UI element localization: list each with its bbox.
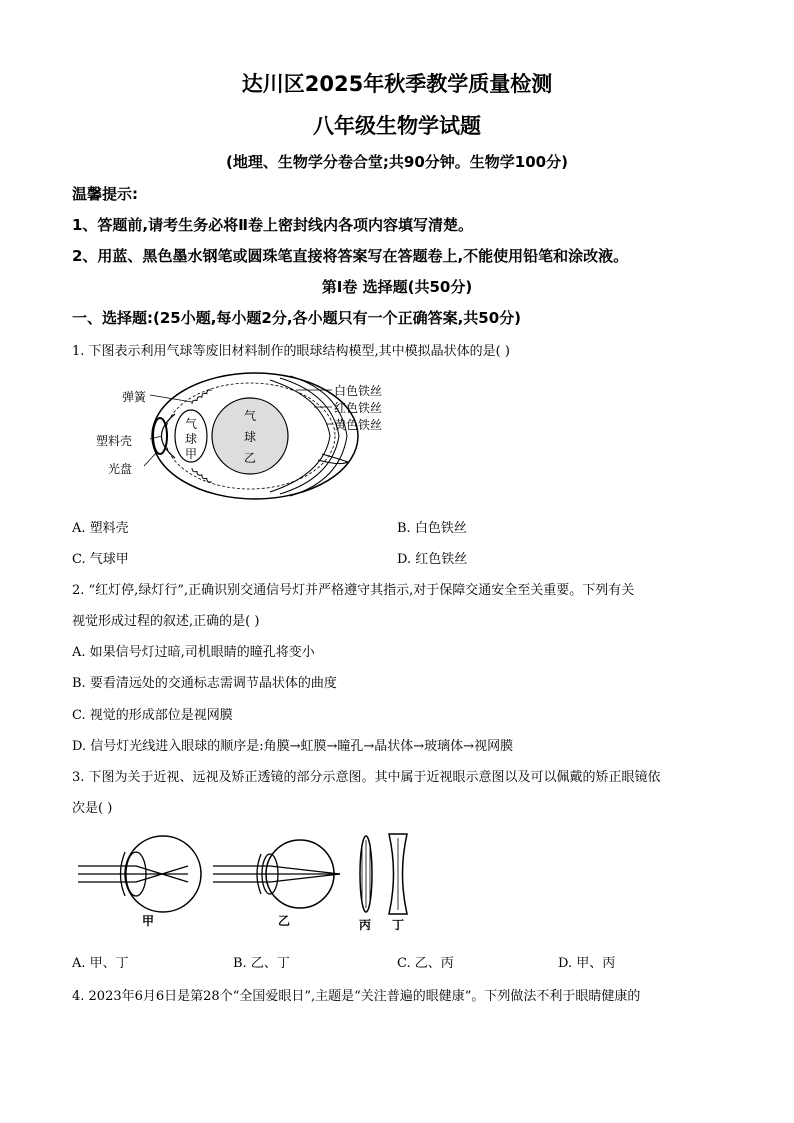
label-balloon-b-3: 乙 — [244, 451, 257, 465]
eye-model-figure — [96, 366, 400, 508]
tips-item-1: 1、答题前,请考生务必将Ⅱ卷上密封线内各项内容填写清楚。 — [72, 216, 474, 234]
label-balloon-a-2: 球 — [185, 432, 198, 446]
label-white-wire: 白色铁丝 — [334, 384, 383, 398]
q2-option-c: C. 视觉的形成部位是视网膜 — [72, 708, 233, 723]
q1-option-a: A. 塑料壳 — [72, 521, 129, 536]
label-balloon-a-3: 甲 — [185, 447, 198, 461]
label-plastic-shell: 塑料壳 — [96, 434, 133, 448]
vision-figure — [78, 830, 418, 936]
q2-stem-line-2: 视觉形成过程的叙述,正确的是( ) — [72, 614, 260, 629]
label-jia: 甲 — [142, 914, 155, 928]
label-cd: 光盘 — [108, 462, 133, 476]
section-title: 第Ⅰ卷 选择题(共50分) — [321, 278, 473, 296]
q1-option-d: D. 红色铁丝 — [397, 552, 468, 567]
q3-option-c: C. 乙、丙 — [397, 956, 454, 971]
cd-disc — [153, 418, 167, 454]
q2-option-d: D. 信号灯光线进入眼球的顺序是:角膜→虹膜→瞳孔→晶状体→玻璃体→视网膜 — [72, 739, 514, 754]
part-heading: 一、选择题:(25小题,每小题2分,各小题只有一个正确答案,共50分) — [72, 309, 521, 327]
q1-option-c: C. 气球甲 — [72, 552, 129, 567]
label-yi: 乙 — [278, 914, 291, 928]
q1-option-b: B. 白色铁丝 — [397, 521, 467, 536]
label-bing: 丙 — [359, 918, 372, 932]
q4-stem-line-1: 4. 2023年6月6日是第28个“全国爱眼日”,主题是“关注普遍的眼健康”。下列做法不利于眼睛健康的 — [72, 989, 641, 1004]
label-red-wire: 红色铁丝 — [334, 401, 383, 415]
exam-subtitle: 八年级生物学试题 — [313, 114, 481, 138]
eye-yi — [213, 840, 340, 908]
q3-stem-line-2: 次是( ) — [72, 801, 113, 816]
exam-note: (地理、生物学分卷合堂;共90分钟。生物学100分) — [226, 153, 568, 171]
q2-option-a: A. 如果信号灯过暗,司机眼睛的瞳孔将变小 — [72, 645, 315, 660]
q3-option-b: B. 乙、丁 — [233, 956, 290, 971]
eye-jia — [78, 836, 201, 912]
label-ding: 丁 — [392, 918, 405, 932]
q2-stem-line-1: 2. “红灯停,绿灯行”,正确识别交通信号灯并严格遵守其指示,对于保障交通安全至关重要。下列有关 — [72, 583, 635, 598]
tips-heading: 温馨提示: — [72, 185, 138, 203]
q3-stem-line-1: 3. 下图为关于近视、远视及矫正透镜的部分示意图。其中属于近视眼示意图以及可以佩戴的矫正眼镜依 — [72, 770, 661, 785]
label-balloon-b-1: 气 — [244, 409, 257, 423]
q3-option-d: D. 甲、丙 — [558, 956, 616, 971]
label-balloon-a-1: 气 — [185, 417, 198, 431]
q3-option-a: A. 甲、丁 — [72, 956, 129, 971]
q1-stem: 1. 下图表示利用气球等废旧材料制作的眼球结构模型,其中模拟晶状体的是( ) — [72, 344, 510, 359]
exam-title: 达川区2025年秋季教学质量检测 — [241, 72, 553, 96]
label-balloon-b-2: 球 — [244, 430, 257, 444]
label-spring: 弹簧 — [122, 390, 147, 404]
q2-option-b: B. 要看清远处的交通标志需调节晶状体的曲度 — [72, 676, 337, 691]
label-yellow-wire: 黄色铁丝 — [334, 418, 383, 432]
tips-item-2: 2、用蓝、黑色墨水钢笔或圆珠笔直接将答案写在答题卷上,不能使用铅笔和涂改液。 — [72, 247, 629, 265]
